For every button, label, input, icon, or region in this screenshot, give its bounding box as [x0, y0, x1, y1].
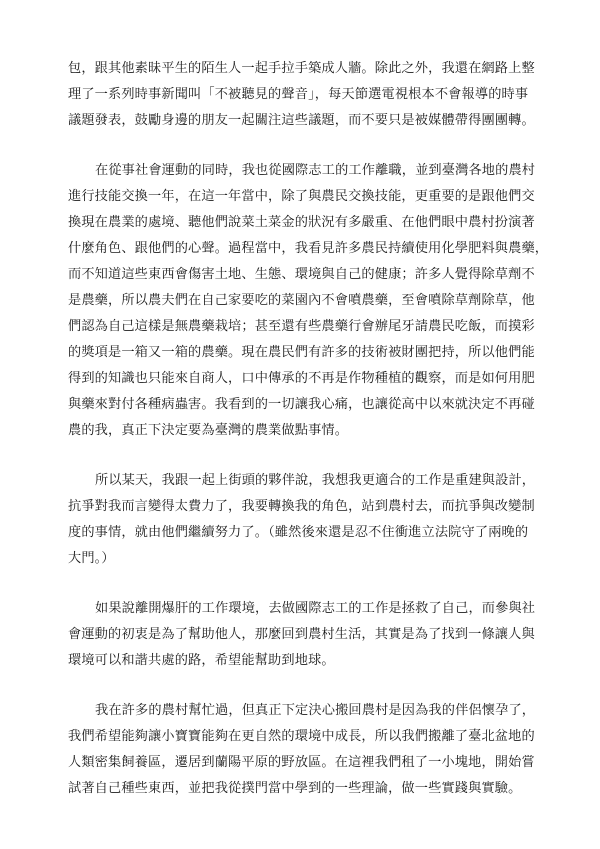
document-body: [68, 56, 549, 826]
paragraph: [68, 698, 536, 802]
paragraph: [68, 158, 549, 444]
text-line: 與藥來對付各種病蟲害。我看到的一切讓我心痛，也讓從高中以來就決定不再碰: [68, 397, 535, 412]
paragraph: [68, 56, 535, 134]
text-line: 大門。）: [68, 551, 115, 566]
text-line: 是農藥，所以農夫們在自己家要吃的菜園內不會噴農藥，至會噴除草劑除草，他: [68, 293, 535, 308]
text-line: 度的事情，就由他們繼續努力了。（雖然後來還是忍不住衝進立法院守了兩晚的: [68, 525, 529, 540]
text-line: 我在許多的農村幫忙過，但真正下定決心搬回農村是因為我的伴侶懷孕了，: [95, 703, 536, 718]
text-line: 農的我，真正下決定要為臺灣的農業做點事情。: [68, 423, 349, 438]
text-line: 們認為自己這樣是無農藥栽培；甚至還有些農藥行會辦尾牙請農民吃飯，而摸彩: [68, 319, 535, 334]
text-line: 而不知道這些東西會傷害土地、生態、環境與自己的健康；許多人覺得除草劑不: [68, 267, 535, 282]
text-line: 的獎項是一箱又一箱的農藥。現在農民們有許多的技術被財團把持，所以他們能: [68, 345, 535, 360]
text-line: 包，跟其他素昧平生的陌生人一起手拉手築成人牆。除此之外，我還在網路上整: [68, 61, 535, 76]
text-line: 我們希望能夠讓小寶寶能夠在更自然的環境中成長，所以我們搬離了臺北盆地的: [68, 729, 535, 744]
text-line: 在從事社會運動的同時，我也從國際志工的工作離職，並到臺灣各地的農村: [95, 163, 536, 178]
text-line: 如果說離開爆肝的工作環境，去做國際志工的工作是拯救了自己，而參與社: [95, 601, 536, 616]
text-line: 什麼角色、跟他們的心聲。過程當中，我看見許多農民持續使用化學肥料與農藥，: [68, 241, 549, 256]
text-line: 環境可以和諧共處的路，希望能幫助到地球。: [68, 653, 335, 668]
text-line: 所以某天，我跟一起上街頭的夥伴說，我想我更適合的工作是重建與設計，: [95, 473, 536, 488]
text-line: 人類密集飼養區，遷居到蘭陽平原的野放區。在這裡我們租了一小塊地，開始嘗: [68, 755, 535, 770]
paragraph: [68, 468, 536, 572]
text-line: 進行技能交換一年，在這一年當中，除了與農民交換技能，更重要的是跟他們交: [68, 189, 535, 204]
text-line: 理了一系列時事新聞叫「不被聽見的聲音」，每天節選電視根本不會報導的時事: [68, 87, 529, 102]
text-line: 議題發表，鼓勵身邊的朋友一起關注這些議題，而不要只是被媒體帶得團團轉。: [68, 113, 535, 128]
text-line: 得到的知識也只能來自商人，口中傳承的不再是作物種植的觀察，而是如何用肥: [68, 371, 535, 386]
text-line: 抗爭對我而言變得太費力了，我要轉換我的角色，站到農村去，而抗爭與改變制: [68, 499, 535, 514]
paragraph: [68, 596, 536, 674]
text-line: 換現在農業的處境、聽他們說菜土菜金的狀況有多嚴重、在他們眼中農村扮演著: [68, 215, 535, 230]
text-line: 會運動的初衷是為了幫助他人，那麼回到農村生活，其實是為了找到一條讓人與: [68, 627, 535, 642]
text-line: 試著自己種些東西，並把我從撲門當中學到的一些理論，做一些實踐與實驗。: [68, 781, 522, 796]
